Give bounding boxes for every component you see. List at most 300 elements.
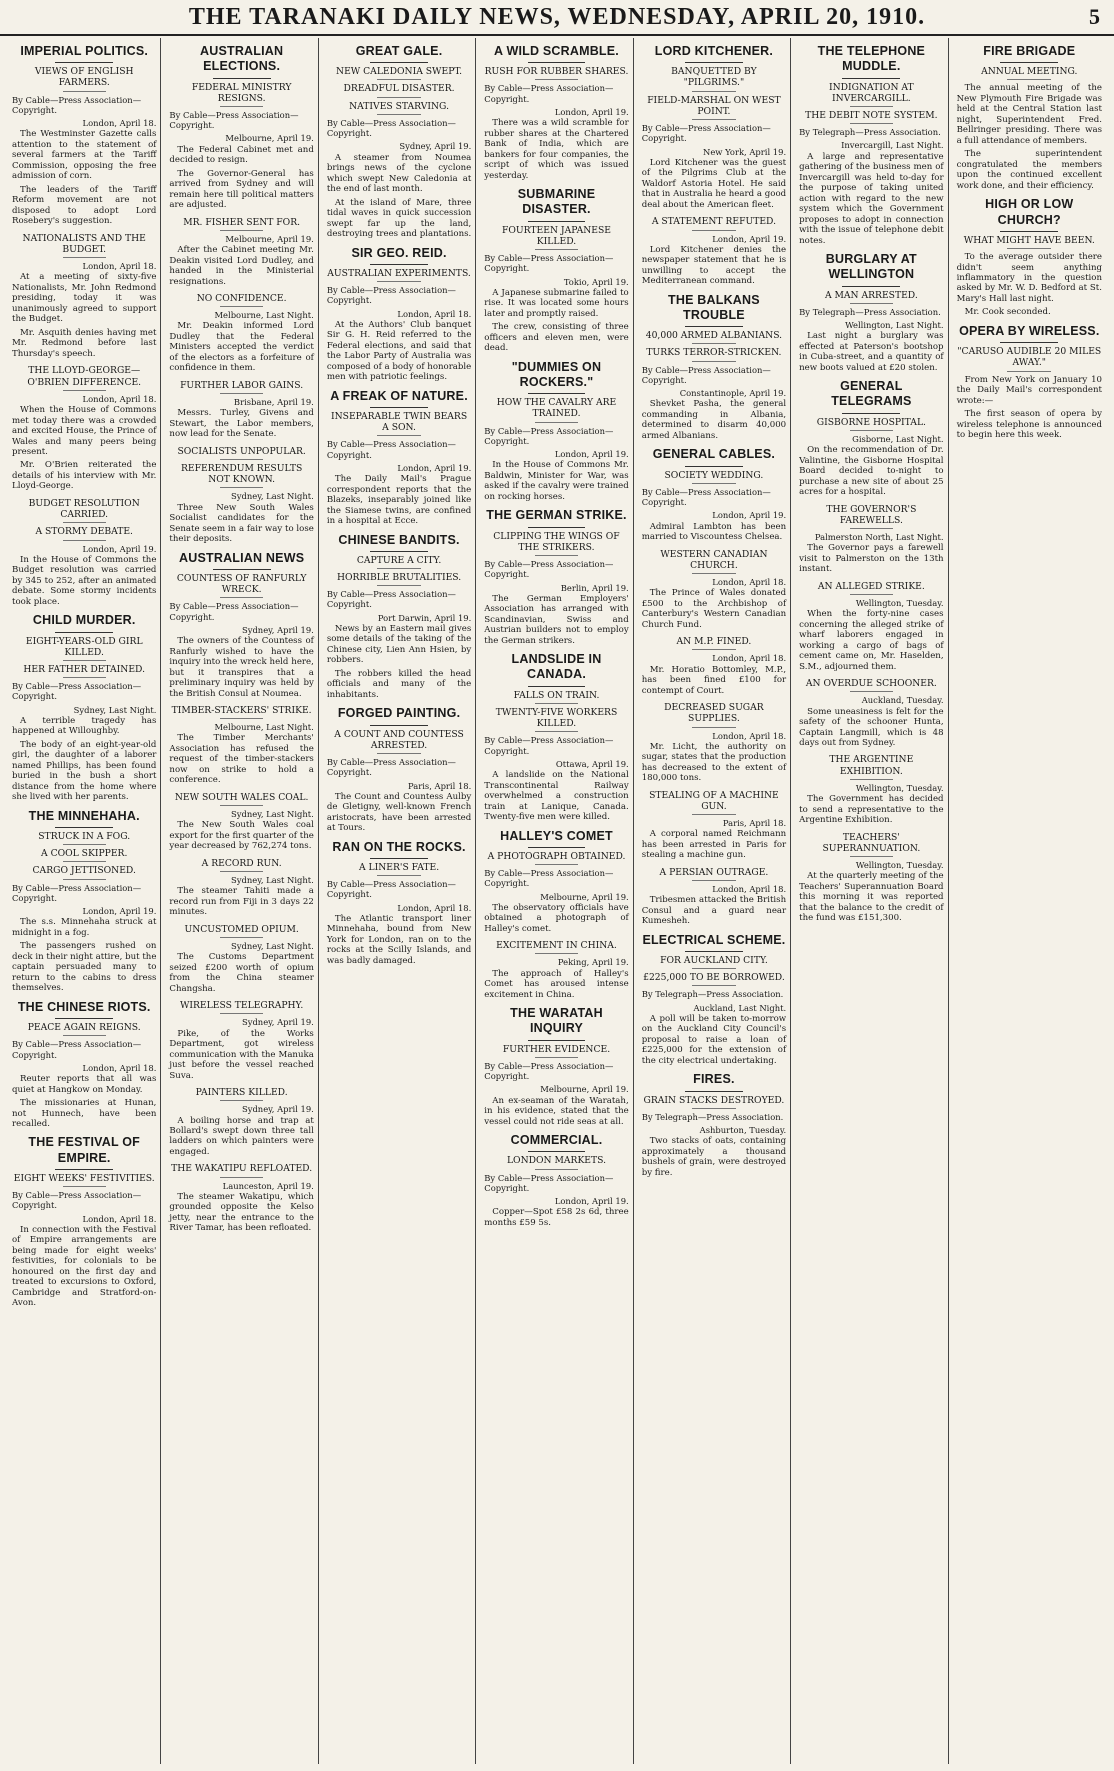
article-headline: GENERAL CABLES. bbox=[642, 447, 786, 466]
article-headline: LORD KITCHENER. bbox=[642, 44, 786, 63]
article-headline: RAN ON THE ROCKS. bbox=[327, 840, 471, 859]
article-byline: By Telegraph—Press Association. bbox=[799, 306, 941, 317]
article-headline: SUBMARINE DISASTER. bbox=[484, 187, 628, 222]
news-article bbox=[642, 293, 786, 442]
article-dateline: London, April 19. bbox=[554, 106, 629, 117]
article-subheading: A MAN ARRESTED. bbox=[799, 290, 943, 304]
masthead bbox=[0, 0, 1114, 36]
article-paragraph: A Japanese submarine failed to rise. It was located some hours later and promptly raised. bbox=[484, 287, 629, 319]
article-headline: A WILD SCRAMBLE. bbox=[484, 44, 628, 63]
article-paragraph: Some uneasiness is felt for the safety of the schooner Hunta, Captain Langmill, which is 48 days out from Sydney. bbox=[799, 706, 944, 748]
article-byline: By Cable—Press Association—Copyright. bbox=[12, 681, 142, 702]
article-paragraph: A poll will be taken to-morrow on the Auckland City Council's proposal to raise a loan of £225,000 for the extension of the city electrical undertaking. bbox=[641, 1013, 787, 1066]
article-subheading: A COOL SKIPPER. bbox=[12, 848, 156, 862]
article-subheading: BANQUETTED BY "PILGRIMS." bbox=[642, 66, 786, 91]
article-dateline: Constantinople, April 19. bbox=[679, 388, 787, 399]
article-dateline: London, April 19. bbox=[82, 543, 157, 554]
article-dateline: Sydney, April 19. bbox=[399, 141, 472, 152]
article-dateline: London, April 19. bbox=[712, 510, 787, 521]
news-article bbox=[957, 44, 1102, 191]
article-subheading: NATIVES STARVING. bbox=[327, 101, 471, 115]
article-paragraph: An ex-seaman of the Waratah, in his evidence, stated that the vessel could not ride seas at all. bbox=[484, 1095, 629, 1127]
news-column bbox=[953, 38, 1106, 1764]
article-paragraph: The leaders of the Tariff Reform movement are not disposed to adopt Lord Rosebery's suggestion. bbox=[12, 184, 157, 227]
news-article bbox=[642, 1072, 786, 1178]
article-byline: By Cable—Press Association—Copyright. bbox=[484, 1060, 614, 1082]
article-headline: THE GERMAN STRIKE. bbox=[484, 508, 628, 527]
article-dateline: London, April 19. bbox=[554, 449, 629, 460]
article-byline: By Cable—Press Association—Copyright. bbox=[326, 117, 456, 139]
news-article bbox=[169, 1087, 313, 1157]
article-subheading: AN ALLEGED STRIKE. bbox=[799, 581, 943, 595]
article-byline: By Cable—Press Association—Copyright. bbox=[12, 1039, 142, 1060]
article-subheading: TWENTY-FIVE WORKERS KILLED. bbox=[484, 707, 628, 732]
article-headline: GREAT GALE. bbox=[327, 44, 471, 63]
article-subheading: SOCIALISTS UNPOPULAR. bbox=[169, 446, 313, 460]
article-dateline: New York, April 19. bbox=[703, 146, 787, 157]
article-headline: FIRE BRIGADE bbox=[957, 44, 1102, 63]
article-headline: THE FESTIVAL OF EMPIRE. bbox=[12, 1135, 156, 1170]
article-paragraph: A corporal named Reichmann has been arrested in Paris for stealing a machine gun. bbox=[641, 829, 787, 861]
article-paragraph: Messrs. Turley, Givens and Stewart, the Labor members, now lead for the Senate. bbox=[169, 408, 314, 440]
article-subheading: ANNUAL MEETING. bbox=[957, 66, 1102, 80]
news-article bbox=[169, 705, 313, 786]
article-subheading: AUSTRALIAN EXPERIMENTS. bbox=[327, 268, 471, 282]
article-byline: By Cable—Press Association—Copyright. bbox=[12, 94, 142, 115]
news-article bbox=[169, 924, 313, 994]
news-article bbox=[957, 197, 1102, 318]
article-headline: "DUMMIES ON ROCKERS." bbox=[484, 360, 628, 395]
article-paragraph: Mr. Deakin informed Lord Dudley that the Federal Ministers accepted the verdict of the electors as a forfeiture of confidence in them. bbox=[169, 321, 314, 374]
article-paragraph: Last night a burglary was effected at Paterson's bootshop in Cuba-street, and a quantity of new boots valued at £20 stolen. bbox=[799, 331, 944, 373]
article-subheading: FURTHER LABOR GAINS. bbox=[169, 380, 313, 394]
article-subheading: DREADFUL DISASTER. bbox=[327, 83, 471, 97]
article-dateline: London, April 19. bbox=[554, 1196, 629, 1207]
news-article bbox=[169, 44, 313, 211]
article-headline: FIRES. bbox=[642, 1072, 786, 1091]
article-headline: LANDSLIDE IN CANADA. bbox=[484, 652, 628, 687]
article-byline: By Cable—Press Association—Copyright. bbox=[484, 559, 614, 580]
article-headline: THE CHINESE RIOTS. bbox=[12, 1000, 156, 1019]
article-paragraph: The Daily Mail's Prague correspondent reports that the Blazeks, inseparably joined like the Siamese twins, are confined in a hospital at Ecce. bbox=[326, 474, 472, 527]
article-paragraph: The steamer Wakatipu, which grounded opposite the Kelso jetty, near the entrance to the River Tamar, has been refloated. bbox=[169, 1191, 314, 1234]
article-paragraph: At the island of Mare, three tidal waves in quick succession swept far up the land, destroying trees and plantations. bbox=[326, 197, 472, 240]
article-headline: CHILD MURDER. bbox=[12, 613, 156, 632]
news-article bbox=[327, 706, 471, 833]
article-headline: HIGH OR LOW CHURCH? bbox=[957, 197, 1102, 232]
article-subheading: CAPTURE A CITY. bbox=[327, 555, 471, 569]
article-subheading: A LINER'S FATE. bbox=[327, 862, 471, 876]
article-byline: By Cable—Press Association—Copyright. bbox=[484, 868, 614, 889]
article-dateline: Wellington, Last Night. bbox=[845, 319, 944, 330]
article-subheading: A STORMY DEBATE. bbox=[12, 526, 156, 540]
news-article bbox=[169, 792, 313, 852]
article-dateline: Melbourne, April 19. bbox=[225, 133, 314, 144]
news-article bbox=[642, 216, 786, 286]
article-headline: AUSTRALIAN ELECTIONS. bbox=[169, 44, 313, 79]
article-dateline: Gisborne, Last Night. bbox=[852, 433, 944, 444]
article-subheading: NEW SOUTH WALES COAL. bbox=[169, 792, 313, 806]
news-article bbox=[12, 498, 156, 607]
news-article bbox=[12, 1135, 156, 1308]
article-subheading: FIELD-MARSHAL ON WEST POINT. bbox=[642, 95, 786, 120]
article-paragraph: The passengers rushed on deck in their night attire, but the captain persuaded many to return to the cabins to dress themselves. bbox=[12, 941, 157, 994]
article-subheading: EIGHT-YEARS-OLD GIRL KILLED. bbox=[12, 636, 156, 661]
article-byline: By Cable—Press Association—Copyright. bbox=[484, 83, 614, 104]
article-subheading: MR. FISHER SENT FOR. bbox=[169, 217, 313, 231]
article-dateline: Sydney, April 19. bbox=[241, 1017, 314, 1028]
article-paragraph: To the average outsider there didn't seem anything inflammatory in the question asked by Mr. W. D. Bedford at St. Mary's Hall last night. bbox=[956, 252, 1102, 304]
article-dateline: Invercargill, Last Night. bbox=[841, 140, 944, 151]
news-article bbox=[12, 809, 156, 994]
article-byline: By Cable—Press Association—Copyright. bbox=[326, 285, 456, 306]
article-byline: By Cable—Press Association—Copyright. bbox=[169, 601, 299, 622]
article-byline: By Telegraph—Press Association. bbox=[799, 127, 941, 138]
article-byline: By Cable—Press Association—Copyright. bbox=[326, 439, 456, 460]
article-byline: By Cable—Press Association—Copyright. bbox=[484, 735, 614, 756]
article-dateline: Launceston, April 19. bbox=[222, 1180, 314, 1191]
article-headline: HALLEY'S COMET bbox=[484, 829, 628, 848]
article-paragraph: Reuter reports that all was quiet at Hangkow on Monday. bbox=[12, 1074, 157, 1095]
article-byline: By Telegraph—Press Association. bbox=[641, 1111, 784, 1122]
article-paragraph: At the Authors' Club banquet Sir G. H. Reid referred to the Federal elections, and said that the Labor Party of Australia was composed of a body of honorable men with patriotic feelings. bbox=[326, 319, 472, 383]
article-subheading: HOW THE CAVALRY ARE TRAINED. bbox=[484, 397, 628, 422]
article-subheading: VIEWS OF ENGLISH FARMERS. bbox=[12, 66, 156, 91]
article-subheading: FOURTEEN JAPANESE KILLED. bbox=[484, 225, 628, 250]
article-paragraph: Two stacks of oats, containing approximately a thousand bushels of grain, were destroyed by fire. bbox=[641, 1136, 787, 1178]
article-paragraph: Lord Kitchener was the guest of the Pilgrims Club at the Waldorf Astoria Hotel. He said that in Australia he heard a good deal about the American fleet. bbox=[641, 157, 787, 210]
article-paragraph: In connection with the Festival of Empire arrangements are being made for eight weeks' festivities, for colonials to be honoured on the first day and treated to excursions to Oxford, Cambridge and Stratford-on-Avon. bbox=[12, 1224, 157, 1309]
article-headline: OPERA BY WIRELESS. bbox=[957, 324, 1102, 343]
article-paragraph: In the House of Commons the Budget resolution was carried by 345 to 252, after an animated debate. Some stormy incidents took place. bbox=[12, 554, 157, 607]
news-article bbox=[327, 533, 471, 701]
article-dateline: Sydney, Last Night. bbox=[73, 704, 157, 715]
article-dateline: London, April 19. bbox=[712, 233, 787, 244]
article-subheading: SOCIETY WEDDING. bbox=[642, 470, 786, 484]
news-article bbox=[484, 508, 628, 646]
article-paragraph: The body of an eight-year-old girl, the daughter of a laborer named Phillips, has been found buried in the bush a short distance from the home where she lived with her parents. bbox=[12, 739, 157, 803]
article-paragraph: The Governor pays a farewell visit to Palmerston on the 13th instant. bbox=[799, 543, 944, 575]
news-article bbox=[642, 702, 786, 784]
newspaper-title: THE TARANAKI DAILY NEWS, WEDNESDAY, APRIL 20, 1910. bbox=[188, 4, 926, 30]
article-subheading: THE LLOYD-GEORGE—O'BRIEN DIFFERENCE. bbox=[12, 365, 156, 390]
article-headline: SIR GEO. REID. bbox=[327, 246, 471, 265]
article-dateline: London, April 19. bbox=[397, 462, 472, 473]
article-paragraph: After the Cabinet meeting Mr. Deakin visited Lord Dudley, and handed in the Ministerial resignations. bbox=[169, 245, 314, 287]
article-subheading: NATIONALISTS AND THE BUDGET. bbox=[12, 233, 156, 258]
article-subheading: LONDON MARKETS. bbox=[484, 1155, 628, 1169]
article-headline: AUSTRALIAN NEWS bbox=[169, 551, 313, 570]
article-paragraph: Admiral Lambton has been married to Viscountess Chelsea. bbox=[641, 521, 787, 543]
article-paragraph: The Governor-General has arrived from Sydney and will remain here till political matters are adjusted. bbox=[169, 168, 314, 211]
article-dateline: London, April 18. bbox=[712, 884, 787, 895]
newspaper-columns bbox=[8, 38, 1106, 1764]
news-article bbox=[327, 246, 471, 383]
article-subheading: STEALING OF A MACHINE GUN. bbox=[642, 790, 786, 815]
article-byline: By Cable—Press Association—Copyright. bbox=[641, 364, 771, 385]
page-number: 5 bbox=[1089, 4, 1100, 29]
article-subheading: AN OVERDUE SCHOONER. bbox=[799, 678, 943, 692]
article-dateline: Sydney, April 19. bbox=[241, 624, 314, 635]
article-paragraph: News by an Eastern mail gives some details of the taking of the Chinese city, Lien Ann Hsien, by robbers. bbox=[326, 623, 472, 666]
article-paragraph: At a meeting of sixty-five Nationalists, Mr. John Redmond presiding, today it was unanimously agreed to support the Budget. bbox=[12, 272, 157, 325]
news-article bbox=[799, 832, 943, 924]
news-article bbox=[799, 44, 943, 246]
article-subheading: NEW CALEDONIA SWEPT. bbox=[327, 66, 471, 80]
article-dateline: London, April 19. bbox=[82, 906, 157, 917]
article-paragraph: The steamer Tahiti made a record run from Fiji in 3 days 22 minutes. bbox=[169, 886, 314, 918]
article-byline: By Cable—Press Association—Copyright. bbox=[641, 486, 771, 508]
news-article bbox=[799, 504, 943, 575]
article-paragraph: The Customs Department seized £200 worth of opium from the China steamer Changsha. bbox=[169, 952, 314, 994]
article-paragraph: Three New South Wales Socialist candidates for the Senate seem in a fair way to lose their deposits. bbox=[169, 502, 314, 545]
news-column bbox=[638, 38, 791, 1764]
article-paragraph: Tribesmen attacked the British Consul and a guard near Kumesheh. bbox=[641, 895, 787, 927]
article-subheading: EIGHT WEEKS' FESTIVITIES. bbox=[12, 1173, 156, 1187]
news-article bbox=[484, 940, 628, 1000]
news-article bbox=[642, 447, 786, 542]
article-subheading: THE WAKATIPU REFLOATED. bbox=[169, 1163, 313, 1177]
article-paragraph: When the House of Commons met today there was a crowded and excited House, the Prince of Wales and many peers being present. bbox=[12, 405, 157, 457]
news-article bbox=[642, 933, 786, 1067]
article-headline: FORGED PAINTING. bbox=[327, 706, 471, 725]
article-subheading: WIRELESS TELEGRAPHY. bbox=[169, 1000, 313, 1014]
article-subheading: TIMBER-STACKERS' STRIKE. bbox=[169, 705, 313, 719]
news-article bbox=[12, 613, 156, 803]
article-dateline: Port Darwin, April 19. bbox=[377, 612, 472, 623]
news-article bbox=[957, 324, 1102, 441]
article-subheading: A STATEMENT REFUTED. bbox=[642, 216, 786, 230]
article-paragraph: The crew, consisting of three officers and eleven men, were dead. bbox=[484, 322, 629, 354]
article-paragraph: There was a wild scramble for rubber shares at the Chartered Bank of India, which are bankers for four companies, the script of which was issued yesterday. bbox=[484, 118, 629, 181]
article-subheading: INDIGNATION AT INVERCARGILL. bbox=[799, 82, 943, 107]
article-subheading: A COUNT AND COUNTESS ARRESTED. bbox=[327, 729, 471, 754]
article-dateline: Berlin, April 19. bbox=[560, 582, 629, 593]
article-dateline: Paris, April 18. bbox=[407, 780, 472, 791]
article-headline: CHINESE BANDITS. bbox=[327, 533, 471, 552]
article-subheading: A PERSIAN OUTRAGE. bbox=[642, 867, 786, 881]
article-byline: By Cable—Press Association—Copyright. bbox=[641, 123, 771, 144]
article-byline: By Cable—Press Association—Copyright. bbox=[484, 253, 614, 274]
article-paragraph: From New York on January 10 the Daily Mail's correspondent wrote:— bbox=[956, 374, 1102, 406]
article-paragraph: The Federal Cabinet met and decided to resign. bbox=[169, 144, 314, 166]
article-dateline: Sydney, Last Night. bbox=[231, 875, 314, 886]
news-article bbox=[799, 252, 943, 373]
article-dateline: Ottawa, April 19. bbox=[555, 758, 629, 769]
article-dateline: Auckland, Tuesday. bbox=[861, 695, 944, 706]
article-subheading: AN M.P. FINED. bbox=[642, 636, 786, 650]
article-byline: By Cable—Press Association—Copyright. bbox=[484, 1172, 614, 1193]
article-headline: THE BALKANS TROUBLE bbox=[642, 293, 786, 328]
article-paragraph: The owners of the Countess of Ranfurly wished to have the inquiry into the wreck held here, but it transpires that a preliminary inquiry was held by the British Consul at Noumea. bbox=[169, 636, 314, 699]
article-dateline: Melbourne, Last Night. bbox=[214, 722, 314, 733]
article-subheading: CLIPPING THE WINGS OF THE STRIKERS. bbox=[484, 531, 628, 556]
news-article bbox=[169, 551, 313, 699]
article-subheading: "CARUSO AUDIBLE 20 MILES AWAY." bbox=[957, 346, 1102, 371]
news-article bbox=[12, 365, 156, 492]
article-paragraph: A steamer from Noumea brings news of the cyclone which swept New Caledonia at the end of last month. bbox=[326, 152, 472, 195]
article-paragraph: A terrible tragedy has happened at Willoughby. bbox=[12, 715, 157, 737]
article-dateline: Wellington, Tuesday. bbox=[855, 860, 944, 871]
article-paragraph: Mr. Asquith denies having met Mr. Redmond before last Thursday's speech. bbox=[12, 327, 157, 359]
article-dateline: London, April 18. bbox=[82, 393, 157, 404]
article-headline: A FREAK OF NATURE. bbox=[327, 389, 471, 408]
news-article bbox=[169, 858, 313, 918]
article-dateline: Paris, April 18. bbox=[722, 818, 787, 829]
news-article bbox=[12, 1000, 156, 1130]
news-article bbox=[484, 360, 628, 503]
article-headline: THE WARATAH INQUIRY bbox=[484, 1006, 628, 1041]
article-paragraph: In the House of Commons Mr. Baldwin, Minister for War, was asked if the cavalry were trained on rocking horses. bbox=[484, 460, 629, 502]
news-column bbox=[795, 38, 948, 1764]
article-paragraph: The robbers killed the head officials and many of the inhabitants. bbox=[326, 668, 472, 700]
news-article bbox=[799, 581, 943, 672]
article-subheading: FALLS ON TRAIN. bbox=[484, 690, 628, 704]
article-paragraph: On the recommendation of Dr. Valintine, the Gisborne Hospital Board decided to-night to purchase a new site of about 25 acres for a hospital. bbox=[799, 445, 944, 498]
article-paragraph: The first season of opera by wireless telephone is announced to begin here this week. bbox=[956, 409, 1102, 441]
article-dateline: Brisbane, April 19. bbox=[233, 397, 314, 408]
news-article bbox=[169, 1163, 313, 1233]
article-byline: By Cable—Press Association—Copyright. bbox=[12, 882, 142, 903]
article-paragraph: Mr. O'Brien reiterated the details of his interview with Mr. Lloyd-George. bbox=[12, 460, 157, 492]
article-dateline: London, April 18. bbox=[82, 1062, 157, 1073]
news-article bbox=[799, 754, 943, 825]
article-subheading: A RECORD RUN. bbox=[169, 858, 313, 872]
article-headline: THE TELEPHONE MUDDLE. bbox=[799, 44, 943, 79]
article-paragraph: The missionaries at Hunan, not Hunnech, have been recalled. bbox=[12, 1098, 157, 1129]
news-article bbox=[799, 678, 943, 748]
news-column bbox=[165, 38, 318, 1764]
article-paragraph: Mr. Licht, the authority on sugar, states that the production has decreased to the extent of 180,000 tons. bbox=[641, 741, 787, 784]
news-article bbox=[799, 379, 943, 497]
article-dateline: London, April 18. bbox=[397, 308, 472, 319]
article-paragraph: The superintendent congratulated the members upon the continued excellent work done, and their efficiency. bbox=[956, 149, 1102, 191]
article-dateline: Wellington, Tuesday. bbox=[855, 782, 944, 793]
article-subheading: THE ARGENTINE EXHIBITION. bbox=[799, 754, 943, 779]
article-byline: By Cable—Press Association—Copyright. bbox=[12, 1190, 142, 1211]
article-byline: By Cable—Press Association—Copyright. bbox=[326, 879, 456, 900]
news-column bbox=[323, 38, 476, 1764]
article-subheading: GISBORNE HOSPITAL. bbox=[799, 417, 943, 431]
news-article bbox=[642, 790, 786, 861]
article-paragraph: The s.s. Minnehaha struck at midnight in a fog. bbox=[12, 917, 157, 938]
article-subheading: DECREASED SUGAR SUPPLIES. bbox=[642, 702, 786, 727]
article-byline: By Cable—Press Association—Copyright. bbox=[169, 109, 299, 131]
article-subheading: PAINTERS KILLED. bbox=[169, 1087, 313, 1101]
article-dateline: Sydney, Last Night. bbox=[231, 491, 314, 502]
news-article bbox=[169, 293, 313, 374]
article-subheading: RUSH FOR RUBBER SHARES. bbox=[484, 66, 628, 80]
article-subheading: STRUCK IN A FOG. bbox=[12, 831, 156, 845]
article-paragraph: Shevket Pasha, the general commanding in Albania, determined to disarm 40,000 armed Albanians. bbox=[641, 399, 787, 441]
article-dateline: Sydney, Last Night. bbox=[231, 809, 314, 820]
news-article bbox=[642, 549, 786, 631]
article-dateline: Ashburton, Tuesday. bbox=[699, 1125, 787, 1136]
article-subheading: REFERENDUM RESULTS NOT KNOWN. bbox=[169, 463, 313, 488]
article-subheading: HER FATHER DETAINED. bbox=[12, 664, 156, 678]
news-article bbox=[484, 1006, 628, 1127]
news-article bbox=[169, 446, 313, 545]
article-paragraph: A boiling horse and trap at Bollard's swept down three tall ladders on which painters were engaged. bbox=[169, 1115, 314, 1157]
article-paragraph: The approach of Halley's Comet has aroused intense excitement in China. bbox=[484, 968, 629, 1000]
news-article bbox=[12, 233, 156, 360]
article-paragraph: Lord Kitchener denies the newspaper statement that he is unwilling to accept the Mediterranean command. bbox=[641, 244, 787, 287]
article-dateline: London, April 18. bbox=[82, 118, 157, 129]
article-paragraph: A large and representative gathering of the business men of Invercargill was held to-day for the purpose of taking united action with regard to the new system which the Government proposes to adopt in connection with the issue of telephone debit notes. bbox=[799, 151, 944, 246]
article-dateline: Sydney, April 19. bbox=[241, 1104, 314, 1115]
article-paragraph: Pike, of the Works Department, got wireless communication with the Manuka just before the vessel reached Suva. bbox=[169, 1028, 314, 1081]
news-column bbox=[480, 38, 633, 1764]
article-dateline: Melbourne, April 19. bbox=[540, 891, 629, 902]
news-article bbox=[642, 44, 786, 210]
article-paragraph: The New South Wales coal export for the first quarter of the year decreased by 762,274 tons. bbox=[169, 820, 314, 852]
article-headline: GENERAL TELEGRAMS bbox=[799, 379, 943, 414]
news-article bbox=[484, 187, 628, 354]
article-subheading: NO CONFIDENCE. bbox=[169, 293, 313, 307]
article-subheading: FEDERAL MINISTRY RESIGNS. bbox=[169, 82, 313, 107]
article-subheading: EXCITEMENT IN CHINA. bbox=[484, 940, 628, 954]
article-dateline: Melbourne, Last Night. bbox=[214, 310, 314, 321]
article-paragraph: The Atlantic transport liner Minnehaha, bound from New York for London, ran on to the rocks at the Scilly Islands, and was badly damaged. bbox=[326, 913, 472, 966]
article-subheading: COUNTESS OF RANFURLY WRECK. bbox=[169, 573, 313, 598]
article-byline: By Telegraph—Press Association. bbox=[641, 989, 784, 1000]
news-article bbox=[484, 829, 628, 935]
article-headline: COMMERCIAL. bbox=[484, 1133, 628, 1152]
article-dateline: London, April 18. bbox=[712, 730, 787, 741]
article-paragraph: The German Employers' Association has arranged with Scandinavian, Swiss and Austrian builders not to employ the German strikers. bbox=[484, 593, 629, 646]
article-paragraph: The Westminster Gazette calls attention to the statement of several farmers at the Tariff Commission, opposing the free admission of corn. bbox=[12, 129, 157, 182]
article-subheading: HORRIBLE BRUTALITIES. bbox=[327, 572, 471, 586]
news-article bbox=[327, 840, 471, 967]
article-subheading: A PHOTOGRAPH OBTAINED. bbox=[484, 851, 628, 865]
news-article bbox=[12, 44, 156, 227]
article-dateline: London, April 18. bbox=[712, 576, 787, 587]
article-paragraph: The Count and Countess Aulby de Gletigny, well-known French aristocrats, have been arrested at Tours. bbox=[326, 791, 472, 834]
news-article bbox=[169, 380, 313, 440]
article-subheading: WHAT MIGHT HAVE BEEN. bbox=[957, 235, 1102, 249]
article-headline: ELECTRICAL SCHEME. bbox=[642, 933, 786, 952]
article-subheading: FURTHER EVIDENCE. bbox=[484, 1044, 628, 1058]
article-headline: BURGLARY AT WELLINGTON bbox=[799, 252, 943, 287]
article-subheading: INSEPARABLE TWIN BEARS A SON. bbox=[327, 411, 471, 436]
article-paragraph: The Government has decided to send a representative to the Argentine Exhibition. bbox=[799, 794, 944, 826]
news-article bbox=[642, 636, 786, 696]
article-dateline: Melbourne, April 19. bbox=[225, 233, 314, 244]
article-subheading: BUDGET RESOLUTION CARRIED. bbox=[12, 498, 156, 523]
article-headline: THE MINNEHAHA. bbox=[12, 809, 156, 828]
news-column bbox=[8, 38, 161, 1764]
article-paragraph: A landslide on the National Transcontinental Railway overwhelmed a construction train at Lanique, Canada. Twenty-five men were killed. bbox=[484, 770, 629, 823]
article-paragraph: The observatory officials have obtained a photograph of Halley's comet. bbox=[484, 902, 629, 934]
article-dateline: Palmerston North, Last Night. bbox=[814, 532, 944, 542]
article-subheading: CARGO JETTISONED. bbox=[12, 865, 156, 879]
article-paragraph: The Timber Merchants' Association has refused the request of the timber-stackers now on strike to hold a conference. bbox=[169, 733, 314, 786]
article-headline: IMPERIAL POLITICS. bbox=[12, 44, 156, 63]
article-paragraph: Mr. Cook seconded. bbox=[964, 307, 1051, 318]
article-subheading: 40,000 ARMED ALBANIANS. bbox=[642, 330, 786, 344]
news-article bbox=[169, 217, 313, 287]
article-paragraph: The Prince of Wales donated £500 to the Archbishop of Canterbury's Western Canadian Church Fund. bbox=[641, 588, 787, 630]
article-paragraph: When the forty-nine cases concerning the alleged strike of wharf laborers engaged in working a cargo of bags of cement came on, Mr. Haselden, S.M., adjourned them. bbox=[799, 609, 944, 672]
article-byline: By Cable—Press Association—Copyright. bbox=[326, 757, 456, 778]
news-article bbox=[484, 1133, 628, 1228]
news-article bbox=[169, 1000, 313, 1081]
article-paragraph: The annual meeting of the New Plymouth Fire Brigade was held at the Central Station last night, Superintendent Fred. Bellringer presiding. There was a full attendance of members. bbox=[956, 83, 1102, 146]
article-subheading: WESTERN CANADIAN CHURCH. bbox=[642, 549, 786, 574]
article-paragraph: Copper—Spot £58 2s 6d, three months £59 5s. bbox=[484, 1207, 629, 1228]
article-dateline: Peking, April 19. bbox=[557, 957, 629, 968]
article-dateline: London, April 18. bbox=[82, 1213, 157, 1224]
